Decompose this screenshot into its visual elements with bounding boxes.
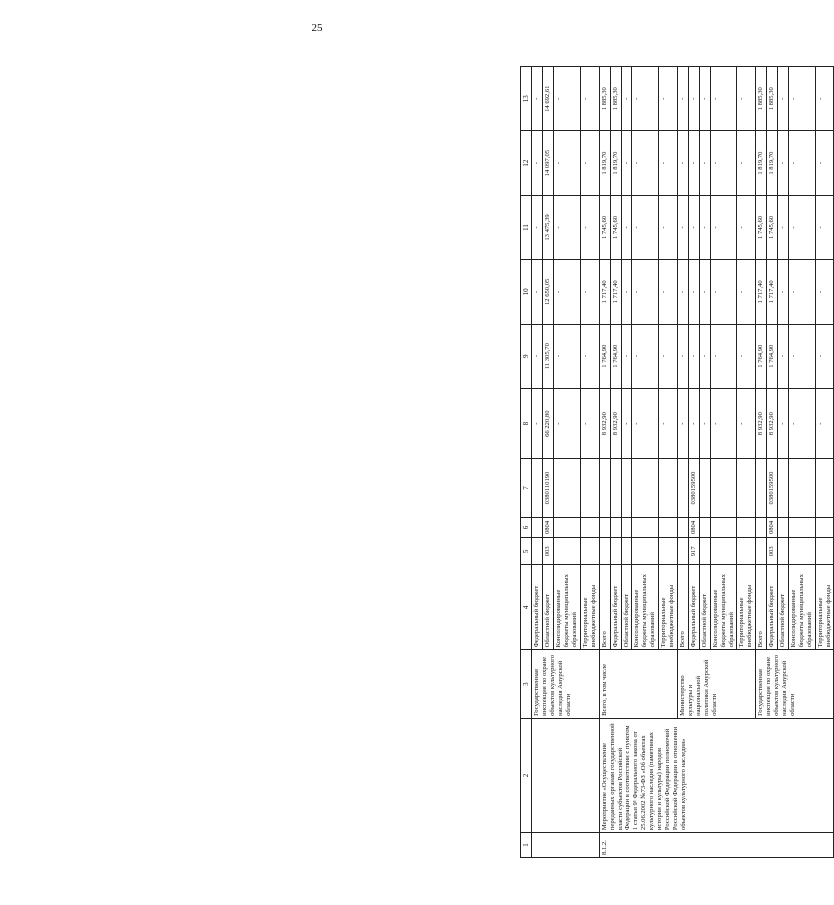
code-grbs-cell	[632, 538, 659, 565]
table-row	[532, 67, 543, 858]
amount-cell: 14 692,61	[543, 67, 554, 131]
source-cell: Всего	[677, 565, 688, 650]
column-header: 2	[521, 718, 532, 832]
amount-cell: -	[659, 260, 678, 324]
code-target-cell	[621, 459, 632, 517]
amount-cell: -	[532, 131, 543, 195]
amount-cell: -	[688, 324, 699, 388]
code-section-cell	[756, 517, 767, 538]
code-grbs-cell	[610, 538, 621, 565]
code-target-cell	[737, 459, 756, 517]
code-target-cell	[610, 459, 621, 517]
amount-cell: -	[554, 67, 581, 131]
code-target-cell: 0380110190	[543, 459, 554, 517]
amount-cell: -	[677, 67, 688, 131]
column-header: 1	[521, 833, 532, 858]
amount-cell: -	[788, 260, 815, 324]
amount-cell: -	[778, 67, 789, 131]
amount-cell: -	[699, 195, 710, 259]
code-grbs-cell	[599, 538, 610, 565]
column-header: 11	[521, 195, 532, 259]
amount-cell: -	[737, 131, 756, 195]
amount-cell: -	[778, 388, 789, 459]
amount-cell: -	[788, 131, 815, 195]
amount-cell: 1 717,40	[599, 260, 610, 324]
amount-cell: -	[532, 67, 543, 131]
amount-cell: 1 819,70	[756, 131, 767, 195]
code-section-cell	[737, 517, 756, 538]
amount-cell: -	[710, 67, 737, 131]
amount-cell: -	[580, 260, 599, 324]
amount-cell: -	[737, 67, 756, 131]
amount-cell: -	[632, 131, 659, 195]
code-section-cell	[532, 517, 543, 538]
amount-cell: 1 745,60	[756, 195, 767, 259]
amount-cell: -	[554, 324, 581, 388]
code-section-cell	[710, 517, 737, 538]
amount-cell: 1 717,40	[756, 260, 767, 324]
amount-cell: 1 764,90	[756, 324, 767, 388]
amount-cell: -	[688, 260, 699, 324]
amount-cell: -	[621, 388, 632, 459]
amount-cell: -	[815, 324, 834, 388]
source-cell: Консолидированные бюджеты муниципальных образований	[554, 565, 581, 650]
source-cell: Всего	[599, 565, 610, 650]
code-section-cell	[677, 517, 688, 538]
source-cell: Областной бюджет	[621, 565, 632, 650]
source-cell: Консолидированные бюджеты муниципальных образований	[788, 565, 815, 650]
amount-cell: -	[815, 195, 834, 259]
amount-cell: -	[815, 131, 834, 195]
source-cell: Федеральный бюджет	[610, 565, 621, 650]
amount-cell: -	[737, 260, 756, 324]
amount-cell: -	[632, 67, 659, 131]
amount-cell: 1 819,70	[767, 131, 778, 195]
code-grbs-cell	[788, 538, 815, 565]
code-target-cell	[599, 459, 610, 517]
executor-cell: Министерство культуры и национальной политики Амурской области	[677, 650, 755, 719]
amount-cell: 1 764,90	[599, 324, 610, 388]
amount-cell: -	[580, 388, 599, 459]
amount-cell: -	[688, 131, 699, 195]
code-section-cell: 0804	[688, 517, 699, 538]
code-grbs-cell	[532, 538, 543, 565]
amount-cell: -	[677, 195, 688, 259]
amount-cell: -	[532, 260, 543, 324]
code-grbs-cell	[699, 538, 710, 565]
page-number: 25	[311, 22, 323, 34]
amount-cell: 1 764,90	[610, 324, 621, 388]
source-cell: Консолидированные бюджеты муниципальных образований	[632, 565, 659, 650]
amount-cell: -	[788, 388, 815, 459]
amount-cell: 1 764,90	[767, 324, 778, 388]
amount-cell: -	[677, 260, 688, 324]
amount-cell: -	[815, 67, 834, 131]
column-header: 4	[521, 565, 532, 650]
amount-cell: -	[699, 260, 710, 324]
budget-table	[520, 66, 834, 858]
amount-cell: -	[815, 388, 834, 459]
code-grbs-cell	[778, 538, 789, 565]
amount-cell: -	[621, 195, 632, 259]
amount-cell: -	[710, 324, 737, 388]
code-section-cell	[610, 517, 621, 538]
amount-cell: -	[659, 388, 678, 459]
code-target-cell	[756, 459, 767, 517]
source-cell: Территориальные внебюджетные фонды	[580, 565, 599, 650]
amount-cell: -	[659, 131, 678, 195]
code-target-cell	[632, 459, 659, 517]
amount-cell: -	[699, 388, 710, 459]
row-number-cell	[532, 833, 599, 858]
amount-cell: -	[699, 131, 710, 195]
source-cell: Территориальные внебюджетные фонды	[815, 565, 834, 650]
amount-cell: -	[632, 388, 659, 459]
amount-cell: -	[532, 388, 543, 459]
measure-cell: Мероприятие «Осуществление переданных органам государственной власти субъектов Российской Федерации в соответствии с пунктом 1 статьи 9¹ Федерального закона от 25.06.2002 №73-ФЗ «Об объектах культурного наследия (памятниках истории и культуры) народов Российской Федерации полномочий Российской Федерации в отношении объектов культурного наследия»	[599, 718, 834, 832]
amount-cell: -	[699, 324, 710, 388]
column-header: 8	[521, 388, 532, 459]
amount-cell: -	[621, 131, 632, 195]
code-target-cell	[554, 459, 581, 517]
source-cell: Консолидированные бюджеты муниципальных образований	[710, 565, 737, 650]
code-grbs-cell	[756, 538, 767, 565]
amount-cell: -	[659, 67, 678, 131]
amount-cell: -	[710, 260, 737, 324]
amount-cell: 1 717,40	[767, 260, 778, 324]
amount-cell: -	[554, 260, 581, 324]
amount-cell: -	[778, 260, 789, 324]
amount-cell: -	[788, 67, 815, 131]
amount-cell: -	[632, 324, 659, 388]
amount-cell: -	[788, 195, 815, 259]
amount-cell: -	[688, 67, 699, 131]
code-section-cell	[778, 517, 789, 538]
amount-cell: -	[688, 388, 699, 459]
amount-cell: -	[710, 388, 737, 459]
code-grbs-cell	[621, 538, 632, 565]
source-cell: Областной бюджет	[699, 565, 710, 650]
amount-cell: 1 819,70	[599, 131, 610, 195]
amount-cell: -	[532, 195, 543, 259]
amount-cell: 8 932,90	[767, 388, 778, 459]
code-section-cell	[699, 517, 710, 538]
amount-cell: -	[659, 195, 678, 259]
amount-cell: -	[788, 324, 815, 388]
code-grbs-cell	[710, 538, 737, 565]
source-cell: Федеральный бюджет	[767, 565, 778, 650]
source-cell: Территориальные внебюджетные фонды	[659, 565, 678, 650]
amount-cell: -	[688, 195, 699, 259]
amount-cell: 14 097,05	[543, 131, 554, 195]
column-header: 7	[521, 459, 532, 517]
code-target-cell	[699, 459, 710, 517]
amount-cell: -	[621, 67, 632, 131]
code-target-cell	[532, 459, 543, 517]
executor-cell: Государственная инспекция по охране объектов культурного наследия Амурской области	[756, 650, 834, 719]
code-grbs-cell: 003	[543, 538, 554, 565]
executor-cell: Всего, в том числе	[599, 650, 677, 719]
amount-cell: -	[632, 260, 659, 324]
row-number-cell: 8.1.2.	[599, 833, 834, 858]
amount-cell: -	[580, 131, 599, 195]
amount-cell: -	[554, 388, 581, 459]
column-header: 9	[521, 324, 532, 388]
amount-cell: -	[621, 324, 632, 388]
code-grbs-cell	[815, 538, 834, 565]
code-grbs-cell	[737, 538, 756, 565]
code-section-cell	[621, 517, 632, 538]
column-number-row	[521, 67, 532, 858]
source-cell: Областной бюджет	[543, 565, 554, 650]
code-target-cell	[677, 459, 688, 517]
amount-cell: 66 220,80	[543, 388, 554, 459]
code-section-cell	[659, 517, 678, 538]
amount-cell: -	[699, 67, 710, 131]
code-section-cell: 0804	[543, 517, 554, 538]
amount-cell: 8 932,90	[599, 388, 610, 459]
executor-cell: Государственная инспекция по охране объектов культурного наследия Амурской области	[532, 650, 599, 719]
code-target-cell	[710, 459, 737, 517]
amount-cell: -	[778, 131, 789, 195]
amount-cell: -	[710, 131, 737, 195]
amount-cell: -	[778, 195, 789, 259]
code-section-cell	[599, 517, 610, 538]
amount-cell: -	[554, 195, 581, 259]
code-target-cell	[788, 459, 815, 517]
column-header: 3	[521, 650, 532, 719]
code-target-cell: 0380159500	[688, 459, 699, 517]
code-grbs-cell	[554, 538, 581, 565]
measure-cell	[532, 718, 599, 832]
amount-cell: -	[737, 195, 756, 259]
amount-cell: -	[580, 67, 599, 131]
amount-cell: -	[677, 324, 688, 388]
code-section-cell	[632, 517, 659, 538]
amount-cell: -	[677, 388, 688, 459]
code-grbs-cell: 003	[767, 538, 778, 565]
amount-cell: -	[621, 260, 632, 324]
code-target-cell	[815, 459, 834, 517]
amount-cell: 1 885,30	[756, 67, 767, 131]
amount-cell: 1 885,30	[767, 67, 778, 131]
amount-cell: -	[580, 324, 599, 388]
column-header: 5	[521, 538, 532, 565]
amount-cell: -	[532, 324, 543, 388]
amount-cell: -	[737, 324, 756, 388]
code-target-cell: 0380159500	[767, 459, 778, 517]
source-cell: Федеральный бюджет	[532, 565, 543, 650]
amount-cell: 8 932,90	[610, 388, 621, 459]
code-section-cell	[788, 517, 815, 538]
amount-cell: 1 745,60	[767, 195, 778, 259]
amount-cell: 13 475,39	[543, 195, 554, 259]
code-section-cell	[554, 517, 581, 538]
amount-cell: 1 717,40	[610, 260, 621, 324]
code-section-cell	[580, 517, 599, 538]
code-grbs-cell: 917	[688, 538, 699, 565]
amount-cell: 8 932,90	[756, 388, 767, 459]
code-target-cell	[778, 459, 789, 517]
amount-cell: -	[632, 195, 659, 259]
amount-cell: -	[778, 324, 789, 388]
code-target-cell	[580, 459, 599, 517]
column-header: 6	[521, 517, 532, 538]
source-cell: Областной бюджет	[778, 565, 789, 650]
amount-cell: -	[677, 131, 688, 195]
amount-cell: -	[737, 388, 756, 459]
column-header: 12	[521, 131, 532, 195]
source-cell: Территориальные внебюджетные фонды	[737, 565, 756, 650]
source-cell: Всего	[756, 565, 767, 650]
amount-cell: 12 650,05	[543, 260, 554, 324]
code-target-cell	[659, 459, 678, 517]
amount-cell: 1 745,60	[610, 195, 621, 259]
code-section-cell	[815, 517, 834, 538]
code-grbs-cell	[580, 538, 599, 565]
table-row	[599, 67, 610, 858]
amount-cell: -	[659, 324, 678, 388]
code-grbs-cell	[659, 538, 678, 565]
amount-cell: 11 305,70	[543, 324, 554, 388]
amount-cell: 1 819,70	[610, 131, 621, 195]
amount-cell: -	[710, 195, 737, 259]
source-cell: Федеральный бюджет	[688, 565, 699, 650]
amount-cell: -	[815, 260, 834, 324]
amount-cell: 1 885,30	[610, 67, 621, 131]
amount-cell: 1 745,60	[599, 195, 610, 259]
amount-cell: -	[580, 195, 599, 259]
code-section-cell: 0804	[767, 517, 778, 538]
column-header: 13	[521, 67, 532, 131]
amount-cell: -	[554, 131, 581, 195]
amount-cell: 1 885,30	[599, 67, 610, 131]
column-header: 10	[521, 260, 532, 324]
code-grbs-cell	[677, 538, 688, 565]
